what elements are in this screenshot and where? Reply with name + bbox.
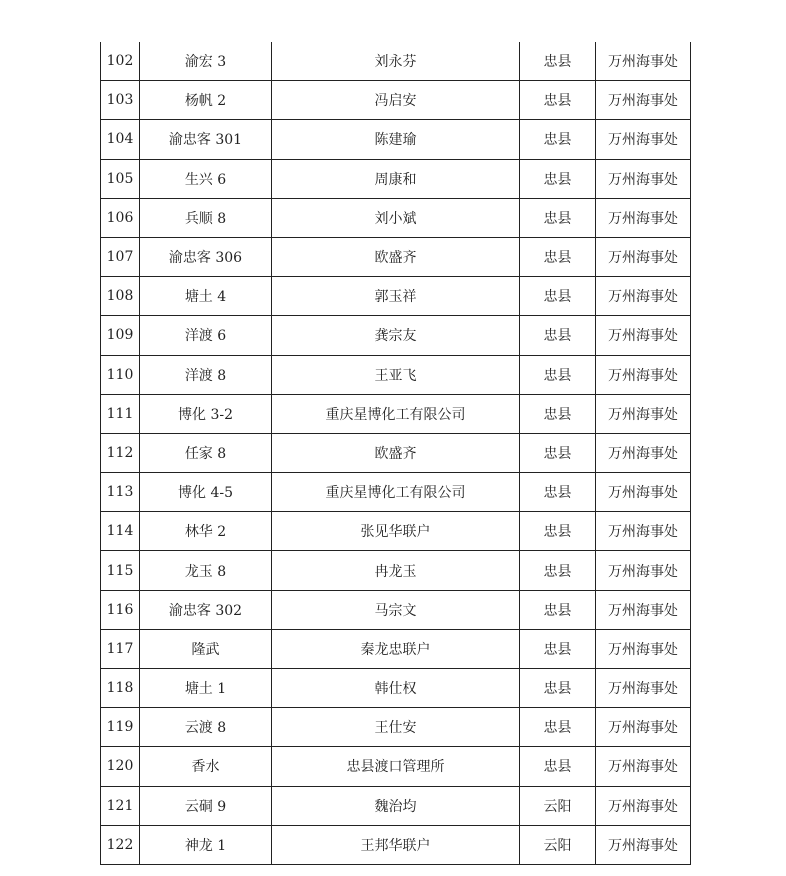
table-row bbox=[101, 120, 691, 159]
county-cell: 忠县 bbox=[520, 355, 596, 394]
row-number-cell: 113 bbox=[101, 473, 140, 512]
vessel-name-cell: 香水 bbox=[140, 747, 272, 786]
county-cell: 忠县 bbox=[520, 590, 596, 629]
maritime-office-cell: 万州海事处 bbox=[596, 747, 691, 786]
maritime-office-cell: 万州海事处 bbox=[596, 669, 691, 708]
row-number-cell: 114 bbox=[101, 512, 140, 551]
county-cell: 忠县 bbox=[520, 159, 596, 198]
maritime-office-cell: 万州海事处 bbox=[596, 198, 691, 237]
maritime-office-cell: 万州海事处 bbox=[596, 629, 691, 668]
maritime-office-cell: 万州海事处 bbox=[596, 708, 691, 747]
owner-cell: 陈建瑜 bbox=[272, 120, 520, 159]
vessel-name-cell: 任家 8 bbox=[140, 433, 272, 472]
row-number-cell: 122 bbox=[101, 825, 140, 864]
county-cell: 云阳 bbox=[520, 825, 596, 864]
county-cell: 忠县 bbox=[520, 81, 596, 120]
row-number-cell: 107 bbox=[101, 237, 140, 276]
vessel-name-cell: 渝忠客 302 bbox=[140, 590, 272, 629]
vessel-table bbox=[100, 42, 691, 865]
county-cell: 忠县 bbox=[520, 747, 596, 786]
county-cell: 忠县 bbox=[520, 433, 596, 472]
row-number-cell: 116 bbox=[101, 590, 140, 629]
county-cell: 忠县 bbox=[520, 473, 596, 512]
row-number-cell: 118 bbox=[101, 669, 140, 708]
maritime-office-cell: 万州海事处 bbox=[596, 433, 691, 472]
row-number-cell: 102 bbox=[101, 42, 140, 81]
owner-cell: 王亚飞 bbox=[272, 355, 520, 394]
owner-cell: 魏治均 bbox=[272, 786, 520, 825]
owner-cell: 刘永芬 bbox=[272, 42, 520, 81]
row-number-cell: 109 bbox=[101, 316, 140, 355]
row-number-cell: 110 bbox=[101, 355, 140, 394]
table-row bbox=[101, 237, 691, 276]
table-row bbox=[101, 473, 691, 512]
vessel-name-cell: 渝宏 3 bbox=[140, 42, 272, 81]
vessel-name-cell: 渝忠客 306 bbox=[140, 237, 272, 276]
owner-cell: 韩仕权 bbox=[272, 669, 520, 708]
table-row bbox=[101, 708, 691, 747]
row-number-cell: 108 bbox=[101, 277, 140, 316]
maritime-office-cell: 万州海事处 bbox=[596, 394, 691, 433]
table-row bbox=[101, 825, 691, 864]
row-number-cell: 120 bbox=[101, 747, 140, 786]
row-number-cell: 105 bbox=[101, 159, 140, 198]
county-cell: 忠县 bbox=[520, 277, 596, 316]
table-row bbox=[101, 629, 691, 668]
row-number-cell: 117 bbox=[101, 629, 140, 668]
owner-cell: 张见华联户 bbox=[272, 512, 520, 551]
owner-cell: 马宗文 bbox=[272, 590, 520, 629]
maritime-office-cell: 万州海事处 bbox=[596, 159, 691, 198]
owner-cell: 重庆星博化工有限公司 bbox=[272, 473, 520, 512]
maritime-office-cell: 万州海事处 bbox=[596, 825, 691, 864]
county-cell: 忠县 bbox=[520, 316, 596, 355]
vessel-name-cell: 塘土 4 bbox=[140, 277, 272, 316]
vessel-name-cell: 博化 4-5 bbox=[140, 473, 272, 512]
county-cell: 忠县 bbox=[520, 669, 596, 708]
table-row bbox=[101, 433, 691, 472]
row-number-cell: 106 bbox=[101, 198, 140, 237]
vessel-name-cell: 兵顺 8 bbox=[140, 198, 272, 237]
table-row bbox=[101, 159, 691, 198]
maritime-office-cell: 万州海事处 bbox=[596, 316, 691, 355]
table-row bbox=[101, 394, 691, 433]
owner-cell: 秦龙忠联户 bbox=[272, 629, 520, 668]
row-number-cell: 115 bbox=[101, 551, 140, 590]
table-row bbox=[101, 355, 691, 394]
table-row bbox=[101, 512, 691, 551]
vessel-name-cell: 云渡 8 bbox=[140, 708, 272, 747]
county-cell: 云阳 bbox=[520, 786, 596, 825]
county-cell: 忠县 bbox=[520, 120, 596, 159]
owner-cell: 龚宗友 bbox=[272, 316, 520, 355]
maritime-office-cell: 万州海事处 bbox=[596, 42, 691, 81]
vessel-name-cell: 生兴 6 bbox=[140, 159, 272, 198]
vessel-name-cell: 洋渡 6 bbox=[140, 316, 272, 355]
maritime-office-cell: 万州海事处 bbox=[596, 473, 691, 512]
table-row bbox=[101, 747, 691, 786]
owner-cell: 重庆星博化工有限公司 bbox=[272, 394, 520, 433]
owner-cell: 周康和 bbox=[272, 159, 520, 198]
maritime-office-cell: 万州海事处 bbox=[596, 355, 691, 394]
county-cell: 忠县 bbox=[520, 512, 596, 551]
county-cell: 忠县 bbox=[520, 394, 596, 433]
maritime-office-cell: 万州海事处 bbox=[596, 120, 691, 159]
vessel-name-cell: 渝忠客 301 bbox=[140, 120, 272, 159]
vessel-name-cell: 神龙 1 bbox=[140, 825, 272, 864]
owner-cell: 王邦华联户 bbox=[272, 825, 520, 864]
table-row bbox=[101, 786, 691, 825]
table-row bbox=[101, 590, 691, 629]
maritime-office-cell: 万州海事处 bbox=[596, 786, 691, 825]
maritime-office-cell: 万州海事处 bbox=[596, 237, 691, 276]
owner-cell: 冉龙玉 bbox=[272, 551, 520, 590]
county-cell: 忠县 bbox=[520, 237, 596, 276]
row-number-cell: 112 bbox=[101, 433, 140, 472]
table-row bbox=[101, 316, 691, 355]
vessel-name-cell: 洋渡 8 bbox=[140, 355, 272, 394]
row-number-cell: 103 bbox=[101, 81, 140, 120]
table-row bbox=[101, 551, 691, 590]
vessel-name-cell: 塘土 1 bbox=[140, 669, 272, 708]
row-number-cell: 121 bbox=[101, 786, 140, 825]
maritime-office-cell: 万州海事处 bbox=[596, 551, 691, 590]
county-cell: 忠县 bbox=[520, 708, 596, 747]
county-cell: 忠县 bbox=[520, 551, 596, 590]
maritime-office-cell: 万州海事处 bbox=[596, 590, 691, 629]
row-number-cell: 104 bbox=[101, 120, 140, 159]
vessel-name-cell: 龙玉 8 bbox=[140, 551, 272, 590]
owner-cell: 忠县渡口管理所 bbox=[272, 747, 520, 786]
county-cell: 忠县 bbox=[520, 198, 596, 237]
row-number-cell: 119 bbox=[101, 708, 140, 747]
maritime-office-cell: 万州海事处 bbox=[596, 81, 691, 120]
vessel-table-body bbox=[101, 42, 691, 864]
vessel-name-cell: 博化 3-2 bbox=[140, 394, 272, 433]
table-row bbox=[101, 81, 691, 120]
vessel-name-cell: 林华 2 bbox=[140, 512, 272, 551]
county-cell: 忠县 bbox=[520, 629, 596, 668]
owner-cell: 欧盛齐 bbox=[272, 433, 520, 472]
vessel-name-cell: 杨帆 2 bbox=[140, 81, 272, 120]
table-row bbox=[101, 669, 691, 708]
owner-cell: 王仕安 bbox=[272, 708, 520, 747]
table-row bbox=[101, 42, 691, 81]
county-cell: 忠县 bbox=[520, 42, 596, 81]
maritime-office-cell: 万州海事处 bbox=[596, 277, 691, 316]
owner-cell: 冯启安 bbox=[272, 81, 520, 120]
table-row bbox=[101, 198, 691, 237]
vessel-name-cell: 云硐 9 bbox=[140, 786, 272, 825]
table-row bbox=[101, 277, 691, 316]
row-number-cell: 111 bbox=[101, 394, 140, 433]
maritime-office-cell: 万州海事处 bbox=[596, 512, 691, 551]
owner-cell: 欧盛齐 bbox=[272, 237, 520, 276]
owner-cell: 刘小斌 bbox=[272, 198, 520, 237]
vessel-name-cell: 隆武 bbox=[140, 629, 272, 668]
owner-cell: 郭玉祥 bbox=[272, 277, 520, 316]
